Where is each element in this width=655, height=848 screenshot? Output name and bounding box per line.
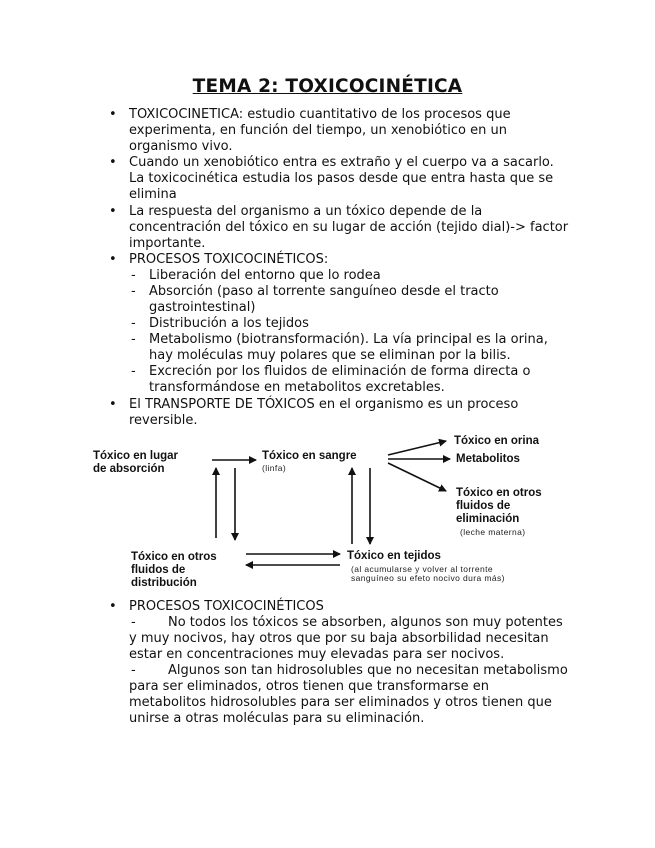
node-other-fluids-line-2: fluidos de bbox=[456, 500, 511, 512]
para2-line-4: unirse a otras moléculas para su eliminación. bbox=[129, 711, 425, 726]
bullet-1-line-2: experimenta, en función del tiempo, un xenobiótico en un bbox=[129, 123, 507, 138]
bullet-2-line-1: Cuando un xenobiótico entra es extraño y el cuerpo va a sacarlo. bbox=[129, 155, 554, 170]
bullet-1-line-1: TOXICOCINETICA: estudio cuantitativo de los procesos que bbox=[129, 107, 511, 122]
dash-marker: - bbox=[131, 316, 136, 331]
bullet-3-line-2: concentración del tóxico en su lugar de acción (tejido dial)-> factor bbox=[129, 220, 569, 235]
node-other-fluids-line-1: Tóxico en otros bbox=[456, 487, 542, 499]
process-item: Distribución a los tejidos bbox=[149, 316, 309, 331]
dash-marker: - bbox=[131, 268, 136, 283]
bullet-3-line-3: importante. bbox=[129, 236, 206, 251]
para1-line-1: No todos los tóxicos se absorben, algunos son muy potentes bbox=[168, 615, 563, 630]
bullet-icon: • bbox=[109, 599, 117, 614]
process-item-cont: hay moléculas muy polares que se eliminan por la bilis. bbox=[149, 348, 511, 363]
bullet-1-line-3: organismo vivo. bbox=[129, 139, 233, 154]
para1-line-3: estar en concentraciones muy elevadas para ser nocivos. bbox=[129, 647, 505, 662]
para2-line-3: metabolitos hidrosolubles para ser eliminados y otros tienen que bbox=[129, 695, 552, 710]
dash-marker: - bbox=[131, 663, 136, 678]
process-item: Liberación del entorno que lo rodea bbox=[149, 268, 381, 283]
transport-diagram bbox=[0, 428, 655, 593]
node-distribution-line-3: distribución bbox=[131, 577, 197, 589]
bullet-icon: • bbox=[109, 397, 117, 412]
node-metabolites: Metabolitos bbox=[456, 453, 520, 465]
processes-heading: PROCESOS TOXICOCINÉTICOS: bbox=[129, 252, 329, 267]
node-absorption-site-line-2: de absorción bbox=[93, 463, 165, 475]
bullet-2-line-3: elimina bbox=[129, 187, 177, 202]
bullet-icon: • bbox=[109, 252, 117, 267]
bullet-icon: • bbox=[109, 155, 117, 170]
para2-line-2: para ser eliminados, otros tienen que transformarse en bbox=[129, 679, 489, 694]
node-other-fluids-line-3: eliminación bbox=[456, 513, 520, 525]
node-absorption-site-line-1: Tóxico en lugar bbox=[93, 450, 178, 462]
process-item-cont: transformándose en metabolitos excretables. bbox=[149, 380, 445, 395]
arrow-blood-to-urine bbox=[388, 441, 446, 455]
process-item: Absorción (paso al torrente sanguíneo desde el tracto bbox=[149, 284, 499, 299]
process-item: Metabolismo (biotransformación). La vía principal es la orina, bbox=[149, 332, 548, 347]
bullet-3-line-1: La respuesta del organismo a un tóxico depende de la bbox=[129, 204, 483, 219]
bullet-icon: • bbox=[109, 107, 117, 122]
node-tissues-sub-line-1: (al acumularse y volver al torrente bbox=[351, 564, 494, 574]
node-distribution-line-1: Tóxico en otros bbox=[131, 551, 217, 563]
para2-line-1: Algunos son tan hidrosolubles que no necesitan metabolismo bbox=[168, 663, 568, 678]
para1-line-2: y muy nocivos, hay otros que por su baja absorbilidad necesitan bbox=[129, 631, 549, 646]
bullet-icon: • bbox=[109, 204, 117, 219]
transport-line-1: El TRANSPORTE DE TÓXICOS en el organismo es un proceso bbox=[129, 397, 519, 412]
dash-marker: - bbox=[131, 332, 136, 347]
dash-marker: - bbox=[131, 364, 136, 379]
node-urine: Tóxico en orina bbox=[454, 435, 539, 447]
dash-marker: - bbox=[131, 615, 136, 630]
node-tissues: Tóxico en tejidos bbox=[347, 550, 441, 562]
process-item-cont: gastrointestinal) bbox=[149, 300, 256, 315]
dash-marker: - bbox=[131, 284, 136, 299]
node-blood-sub: (linfa) bbox=[262, 463, 287, 473]
node-other-fluids-sub: (leche materna) bbox=[460, 527, 526, 537]
node-distribution-line-2: fluidos de bbox=[131, 564, 186, 576]
process-item: Excreción por los fluidos de eliminación de forma directa o bbox=[149, 364, 531, 379]
transport-line-2: reversible. bbox=[129, 413, 198, 428]
page-title: TEMA 2: TOXICOCINÉTICA bbox=[192, 76, 463, 97]
bottom-heading: PROCESOS TOXICOCINÉTICOS bbox=[129, 599, 324, 614]
node-tissues-sub-line-2: sanguíneo su efeto nocivo dura más) bbox=[351, 573, 505, 583]
arrow-blood-to-other-fluids bbox=[388, 463, 446, 491]
bullet-2-line-2: La toxicocinética estudia los pasos desde que entra hasta que se bbox=[129, 171, 554, 186]
node-blood: Tóxico en sangre bbox=[262, 450, 357, 462]
